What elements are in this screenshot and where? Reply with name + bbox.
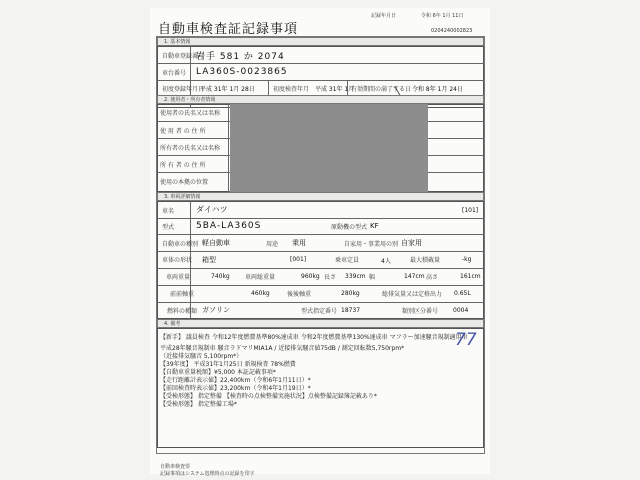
footer-note: 記録事項はシステム処理時点の記録を印字 bbox=[160, 471, 255, 477]
remark-line-3: 【39年度】 平成31年1月25日 新規検査 78%燃費 bbox=[160, 361, 296, 368]
vin-label: 車台番号 bbox=[162, 70, 187, 77]
width-label: 幅 bbox=[369, 274, 376, 281]
weight-value: 740kg bbox=[211, 273, 230, 280]
shape-label: 車体の形状 bbox=[162, 257, 193, 264]
reg-label: 自動車登録番号 bbox=[162, 53, 205, 60]
cap-label: 乗車定員 bbox=[335, 257, 360, 264]
owner-row-3: 所 有 者 の 住 所 bbox=[160, 162, 206, 169]
remark-line-7: 【受検形態】 指定整備 【検査時の点検整備実施状況】点検整備記録簿記載あり* bbox=[160, 393, 377, 400]
class-no-label: 類別区分番号 bbox=[402, 308, 439, 315]
maker-value: ダイハツ bbox=[196, 205, 228, 214]
shape-value: 箱型 bbox=[202, 256, 216, 264]
section-owner-title: 2. 使用者・所有者情報 bbox=[164, 97, 216, 103]
remark-line-1: 平成28年騒音規制車 騒音ラドマリMIA1A / 近接排気騒音値75dB / 測定回転数5,750rpm* bbox=[160, 345, 405, 352]
section-basic-title: 1. 基本情報 bbox=[164, 39, 191, 45]
use-label: 用途 bbox=[266, 241, 279, 248]
class-no-value: 0004 bbox=[453, 307, 469, 314]
issue-date: 令和 6年 1月 11日 bbox=[421, 13, 464, 19]
section-vehicle-header bbox=[157, 192, 484, 201]
gross-label: 車両総重量 bbox=[245, 274, 276, 281]
type-no-value: 18737 bbox=[341, 307, 361, 314]
model-label: 型式 bbox=[162, 224, 175, 231]
remark-line-4: 【自動車重量税額】¥5,000 本証記載事項* bbox=[160, 369, 276, 376]
load-value: -kg bbox=[462, 256, 472, 263]
gross-value: 960kg bbox=[301, 273, 320, 280]
maker-label: 車名 bbox=[162, 208, 175, 215]
engine-label: 原動機の型式 bbox=[331, 224, 368, 231]
cap-value: 4人 bbox=[381, 258, 391, 265]
engine-value: KF bbox=[370, 222, 379, 230]
doc-number: 0204240002823 bbox=[431, 28, 473, 34]
load-label: 最大積載量 bbox=[410, 257, 441, 264]
rear-value: 280kg bbox=[341, 290, 360, 297]
reg-value: 岩手 581 か 2074 bbox=[196, 52, 285, 62]
width-value: 147cm bbox=[404, 273, 425, 280]
disp-label: 総排気量又は定格出力 bbox=[382, 291, 443, 298]
maker-code: [101] bbox=[462, 207, 479, 214]
first-reg-label: 初度登録年月日 bbox=[162, 86, 205, 93]
section-remarks-header bbox=[157, 319, 484, 328]
remark-line-0: 【新手】 議員検査 令和12年度燃費基準80%達成車 令和2年度燃費基準130%達成車 マフラー加速騒音規制適用車 bbox=[160, 334, 468, 341]
remark-line-2: （近接排気騒音 5,100rpm*） bbox=[160, 353, 243, 360]
first-reg-value: 平成 31年 1月 28日 bbox=[200, 86, 255, 93]
remark-line-5: 【走行距離計表示値】22,400km（令和6年1月11日）* bbox=[160, 377, 311, 384]
first-year-label: 初度検査年月 bbox=[273, 86, 310, 93]
kind-label: 自動車の種別 bbox=[162, 241, 199, 248]
kind-value: 軽自動車 bbox=[202, 239, 230, 247]
len-label: 長さ bbox=[324, 274, 337, 281]
section-basic-header bbox=[157, 37, 484, 46]
front-label: 前前軸重 bbox=[170, 291, 195, 298]
len-value: 339cm bbox=[345, 273, 366, 280]
rear-label: 後後軸重 bbox=[287, 291, 312, 298]
expiry-label: 有効期間の満了する日 bbox=[351, 86, 412, 93]
shape-code: [001] bbox=[290, 256, 307, 263]
owner-row-2: 所有者の氏名又は名称 bbox=[160, 145, 221, 152]
purpose-value: 自家用 bbox=[401, 239, 422, 247]
footer-title: 自動車検査票 bbox=[160, 464, 191, 470]
type-no-label: 型式指定番号 bbox=[301, 308, 338, 315]
redaction-block bbox=[230, 104, 428, 192]
front-value: 460kg bbox=[251, 290, 270, 297]
section-remarks-title: 4. 備考 bbox=[164, 321, 181, 327]
document-title: 自動車検査証記録事項 bbox=[158, 22, 299, 37]
height-label: 高さ bbox=[426, 274, 439, 281]
fuel-label: 燃料の種類 bbox=[167, 308, 198, 315]
first-year-value: 平成 31年 1月 bbox=[315, 86, 355, 93]
owner-row-4: 使用の本拠の位置 bbox=[160, 179, 209, 186]
issue-label: 記録年月日 bbox=[371, 13, 397, 19]
weight-label: 車両重量 bbox=[166, 274, 191, 281]
purpose-label: 自家用・事業用の別 bbox=[344, 241, 399, 248]
vin-value: LA360S-0023865 bbox=[196, 67, 288, 77]
use-value: 乗用 bbox=[292, 239, 306, 247]
disp-value: 0.65L bbox=[454, 290, 471, 297]
section-vehicle-title: 3. 車両詳細情報 bbox=[164, 194, 201, 200]
model-value: 5BA-LA360S bbox=[196, 221, 262, 231]
height-value: 161cm bbox=[460, 273, 481, 280]
expiry-value: 令和 8年 1月 24日 bbox=[412, 86, 463, 93]
remark-line-6: 【前回検査時表示値】23,200km（令和4年1月19日）* bbox=[160, 385, 311, 392]
owner-row-0: 使用者の氏名又は名称 bbox=[160, 110, 221, 117]
owner-row-1: 使 用 者 の 住 所 bbox=[160, 128, 206, 135]
handwritten-signature: 77 bbox=[455, 330, 477, 350]
fuel-value: ガソリン bbox=[202, 306, 230, 314]
remark-line-8: 【受検形態】 指定整備工場* bbox=[160, 401, 237, 408]
